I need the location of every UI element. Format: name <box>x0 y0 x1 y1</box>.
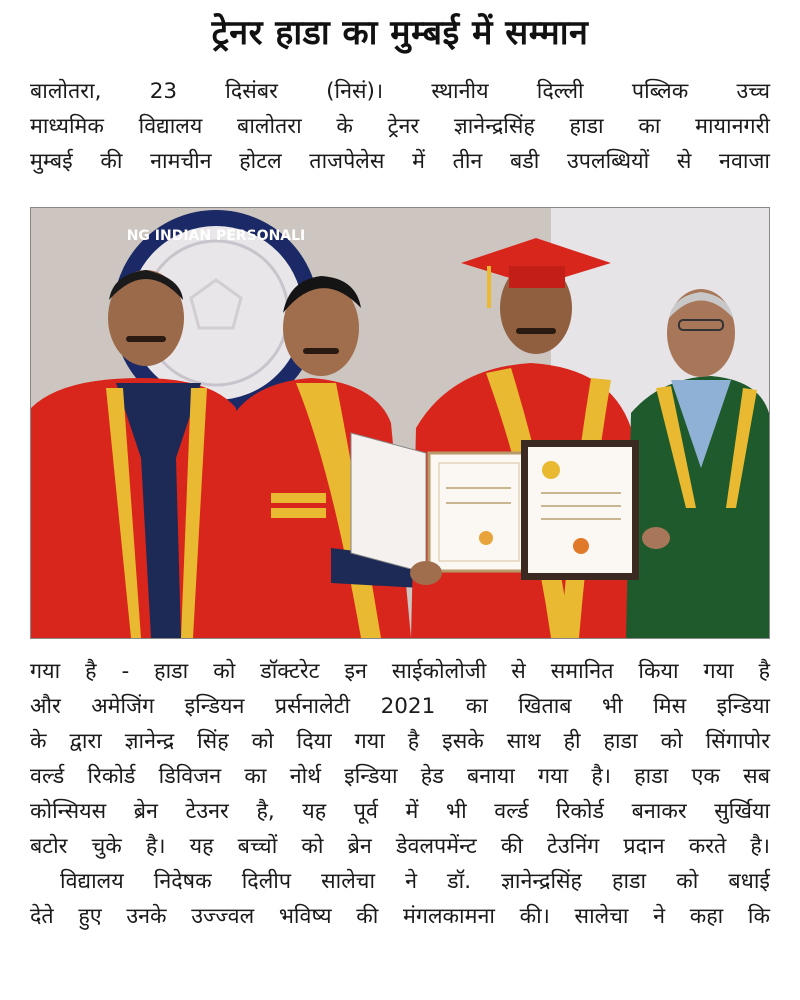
text-line: के द्वारा ज्ञानेन्द्र सिंह को दिया गया है इसके साथ ही हाडा को सिंगापोर <box>30 729 770 754</box>
text-line: देते हुए उनके उज्ज्वल भविष्य की मंगलकामना की। सालेचा ने कहा कि <box>30 904 770 929</box>
text-line: कोन्सियस ब्रेन टेउनर है, यह पूर्व में भी वर्ल्ड रिकोर्ड बनाकर सुर्खिया <box>30 799 770 824</box>
text-line: वर्ल्ड रिकोर्ड डिविजन का नोर्थ इन्डिया हेड बनाया गया है। हाडा एक सब <box>30 764 770 789</box>
body-paragraph <box>30 654 770 934</box>
award-ceremony-photo <box>30 207 770 639</box>
certificate-left <box>351 433 529 573</box>
text-line: मुम्बई की नामचीन होटल ताजपेलेस में तीन बडी उपलब्धियों से नवाजा <box>30 149 770 174</box>
text-line: बालोतरा, 23 दिसंबर (निसं)। स्थानीय दिल्ली पब्लिक उच्च <box>30 79 770 104</box>
certificate-right <box>521 440 639 580</box>
text-line: और अमेजिंग इन्डियन प्रर्सनालेटी 2021 का खिताब भी मिस इन्डिया <box>30 694 770 719</box>
text-line: बटोर चुके है। यह बच्चों को ब्रेन डेवलपमेंन्ट की टेउनिंग प्रदान करते है। <box>30 834 770 859</box>
text-line: विद्यालय निदेषक दिलीप सालेचा ने डॉ. ज्ञानेन्द्रसिंह हाडा को बधाई <box>60 869 770 894</box>
text-line: माध्यमिक विद्यालय बालोतरा के ट्रेनर ज्ञानेन्द्रसिंह हाडा का मायानगरी <box>30 114 770 139</box>
intro-paragraph <box>30 74 770 179</box>
headline: ट्रेनर हाडा का मुम्बई में सम्मान <box>211 13 589 53</box>
text-line: गया है - हाडा को डॉक्टरेट इन साईकोलोजी से समानित किया गया है <box>30 659 770 684</box>
backdrop-text: NG INDIAN PERSONALI <box>126 228 306 244</box>
